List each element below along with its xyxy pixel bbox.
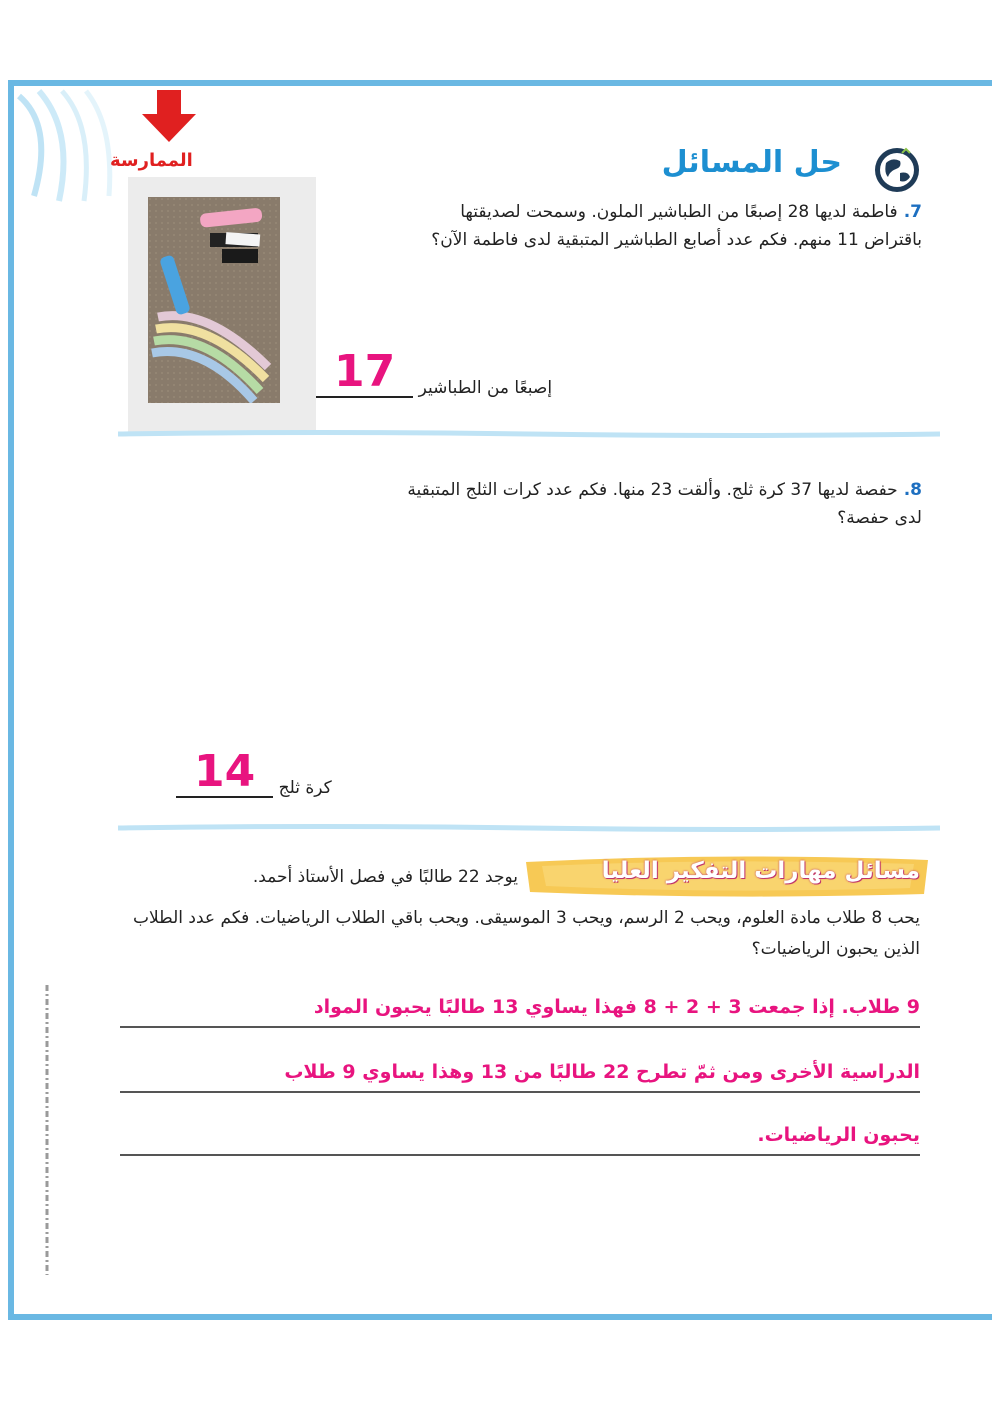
problem-8-text: حفصة لديها 37 كرة ثلج. وألقت 23 منها. فكم عدد كرات الثلج المتبقية لدى حفصة؟ (407, 480, 922, 528)
hot-question-line-1: يوجد 22 طالبًا في فصل الأستاذ أحمد. (252, 867, 518, 887)
hot-answer-line-2[interactable]: الدراسية الأخرى ومن ثمّ تطرح 22 طالبًا من 13 وهذا يساوي 9 طلاب (120, 1055, 920, 1093)
problem-8-number: 8. (903, 480, 922, 500)
problem-8-unit: كرة ثلج (278, 778, 332, 798)
problem-8-answer[interactable]: 14 (176, 748, 273, 798)
problem-7-unit: إصبعًا من الطباشير (418, 378, 553, 398)
hot-question-line-2: يحب 8 طلاب مادة العلوم، ويحب 2 الرسم، ويحب 3 الموسيقى. ويحب باقي الطلاب الرياضيات. فكم عدد الطلاب الذين يحبون الرياضيات؟ (133, 908, 920, 959)
vertical-margin-note (40, 985, 54, 1275)
chalk-photo-frame (128, 177, 316, 435)
section-divider (118, 430, 940, 438)
problem-7-text: فاطمة لديها 28 إصبعًا من الطباشير الملون. وسمحت لصديقتها باقتراض 11 منهم. فكم عدد أصابع الطباشير المتبقية لدى فاطمة الآن؟ (431, 202, 922, 250)
section-title: حل المسائل (661, 145, 842, 180)
problem-7-answer[interactable]: 17 (316, 348, 413, 398)
problem-7-answer-row (316, 348, 552, 398)
practice-label: الممارسة (110, 150, 193, 171)
problem-7-number: 7. (903, 202, 922, 222)
hot-answer-line-1[interactable]: 9 طلاب. إذا جمعت 3 + 2 + 8 فهذا يساوي 13 طالبًا يحبون المواد (120, 990, 920, 1028)
section-divider (118, 824, 940, 832)
hot-title: مسائل مهارات التفكير العليا (601, 858, 920, 884)
problem-7 (422, 198, 922, 254)
decorative-corner-strokes (14, 86, 134, 206)
chalk-photo (148, 197, 280, 403)
red-arrow-down-icon (140, 88, 198, 144)
problem-8-answer-row (176, 748, 332, 798)
problem-8 (402, 476, 922, 532)
hot-answer-line-3[interactable]: يحبون الرياضيات. (120, 1118, 920, 1156)
globe-icon (872, 145, 922, 195)
